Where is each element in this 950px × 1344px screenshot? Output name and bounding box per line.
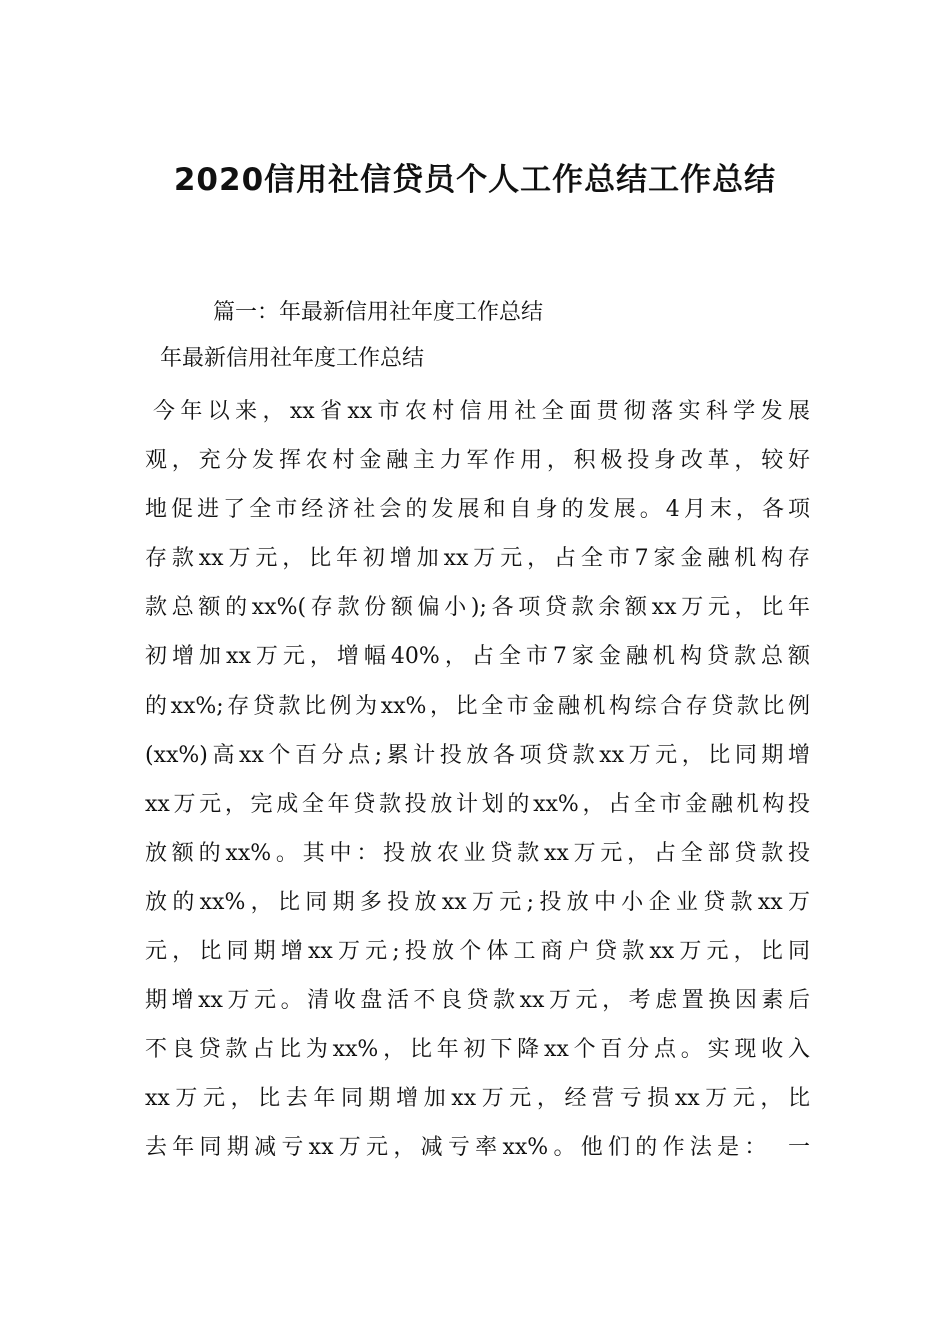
body-line: 初增加xx万元，增幅40%，占全市7家金融机构贷款总额 xyxy=(145,644,810,670)
body-line: 元，比同期增xx万元;投放个体工商户贷款xx万元，比同 xyxy=(145,939,810,965)
body-line: 存款xx万元，比年初增加xx万元，占全市7家金融机构存 xyxy=(145,546,810,572)
body-line: 放的xx%，比同期多投放xx万元;投放中小企业贷款xx万 xyxy=(145,889,810,915)
body-line: xx万元，完成全年贷款投放计划的xx%，占全市金融机构投 xyxy=(145,791,810,817)
body-line: 地促进了全市经济社会的发展和自身的发展。4月末，各项 xyxy=(145,497,810,523)
body-line: xx万元，比去年同期增加xx万元，经营亏损xx万元，比 xyxy=(145,1086,810,1112)
body-line: (xx%)高xx个百分点;累计投放各项贷款xx万元，比同期增 xyxy=(145,742,810,768)
body-line: 今年以来，xx省xx市农村信用社全面贯彻落实科学发展 xyxy=(153,399,810,424)
body-line: 款总额的xx%(存款份额偏小);各项贷款余额xx万元，比年 xyxy=(145,595,810,621)
sub-heading: 年最新信用社年度工作总结 xyxy=(160,346,425,371)
body-paragraph xyxy=(145,387,810,1173)
section-heading: 篇一：年最新信用社年度工作总结 xyxy=(213,300,544,325)
body-line: 的xx%;存贷款比例为xx%，比全市金融机构综合存贷款比例 xyxy=(145,693,810,719)
body-line: 放额的xx%。其中：投放农业贷款xx万元，占全部贷款投 xyxy=(145,840,810,866)
body-line: 去年同期减亏xx万元，减亏率xx%。他们的作法是： 一 xyxy=(145,1135,810,1161)
body-line: 观，充分发挥农村金融主力军作用，积极投身改革，较好 xyxy=(145,448,810,474)
document-title: 2020信用社信贷员个人工作总结工作总结 xyxy=(173,162,777,198)
body-line: 期增xx万元。清收盘活不良贷款xx万元，考虑置换因素后 xyxy=(145,988,810,1014)
body-line: 不良贷款占比为xx%，比年初下降xx个百分点。实现收入 xyxy=(145,1037,810,1063)
